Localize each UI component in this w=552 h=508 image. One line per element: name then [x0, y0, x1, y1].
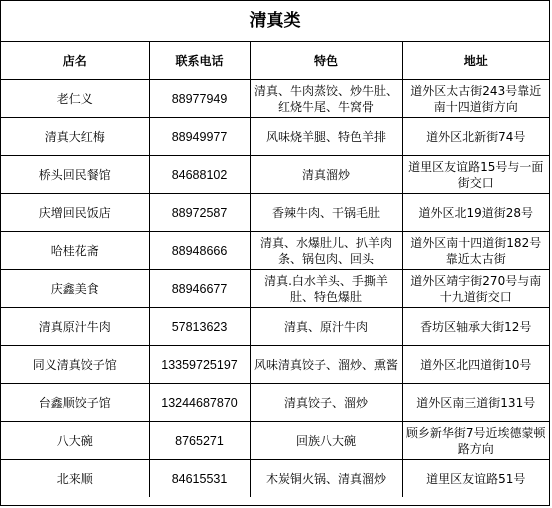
cell-phone: 88977949	[149, 80, 250, 118]
table-row	[1, 460, 549, 498]
cell-phone: 13244687870	[149, 384, 250, 422]
cell-address: 道外区北19道街28号	[402, 194, 549, 232]
table-row	[1, 156, 549, 194]
cell-address: 道外区北四道街10号	[402, 346, 549, 384]
cell-name: 桥头回民餐馆	[1, 156, 149, 194]
cell-address: 香坊区轴承大街12号	[402, 308, 549, 346]
cell-phone: 8765271	[149, 422, 250, 460]
cell-feature: 风味烧羊腿、特色羊排	[250, 118, 402, 156]
cell-name: 老仁义	[1, 80, 149, 118]
cell-address: 道外区南十四道街182号靠近太古街	[402, 232, 549, 270]
header-address: 地址	[402, 42, 549, 80]
cell-feature: 木炭铜火锅、清真溜炒	[250, 460, 402, 498]
cell-name: 台鑫顺饺子馆	[1, 384, 149, 422]
cell-feature: 清真.白水羊头、手撕羊肚、特色爆肚	[250, 270, 402, 308]
table-row	[1, 80, 549, 118]
cell-address: 道外区北新街74号	[402, 118, 549, 156]
table-row	[1, 422, 549, 460]
cell-feature: 回族八大碗	[250, 422, 402, 460]
cell-feature: 香辣牛肉、干锅毛肚	[250, 194, 402, 232]
cell-name: 同义清真饺子馆	[1, 346, 149, 384]
header-phone: 联系电话	[149, 42, 250, 80]
cell-address: 道外区太古街243号靠近南十四道街方向	[402, 80, 549, 118]
table-row	[1, 384, 549, 422]
table-row	[1, 346, 549, 384]
restaurant-table	[1, 42, 549, 497]
cell-feature: 风味清真饺子、溜炒、熏酱	[250, 346, 402, 384]
cell-address: 道外区靖宇街270号与南十九道街交口	[402, 270, 549, 308]
cell-phone: 88948666	[149, 232, 250, 270]
cell-name: 庆鑫美食	[1, 270, 149, 308]
table-row	[1, 232, 549, 270]
cell-phone: 88946677	[149, 270, 250, 308]
cell-name: 北来顺	[1, 460, 149, 498]
header-feature: 特色	[250, 42, 402, 80]
cell-address: 顾乡新华街7号近埃德蒙顿路方向	[402, 422, 549, 460]
cell-address: 道外区南三道街131号	[402, 384, 549, 422]
cell-name: 哈桂花斋	[1, 232, 149, 270]
sheet-title: 清真类	[1, 1, 549, 42]
cell-name: 庆增回民饭店	[1, 194, 149, 232]
cell-feature: 清真、原汁牛肉	[250, 308, 402, 346]
cell-feature: 清真饺子、溜炒	[250, 384, 402, 422]
cell-address: 道里区友谊路51号	[402, 460, 549, 498]
cell-name: 清真原汁牛肉	[1, 308, 149, 346]
header-name: 店名	[1, 42, 149, 80]
cell-phone: 84615531	[149, 460, 250, 498]
table-row	[1, 194, 549, 232]
cell-feature: 清真溜炒	[250, 156, 402, 194]
cell-phone: 88949977	[149, 118, 250, 156]
cell-feature: 清真、牛肉蒸饺、炒牛肚、红烧牛尾、牛窝骨	[250, 80, 402, 118]
table-row	[1, 118, 549, 156]
cell-phone: 88972587	[149, 194, 250, 232]
cell-name: 八大碗	[1, 422, 149, 460]
cell-name: 清真大红梅	[1, 118, 149, 156]
cell-phone: 13359725197	[149, 346, 250, 384]
cell-phone: 57813623	[149, 308, 250, 346]
table-row	[1, 270, 549, 308]
cell-feature: 清真、水爆肚儿、扒羊肉条、锅包肉、回头	[250, 232, 402, 270]
cell-phone: 84688102	[149, 156, 250, 194]
table-row	[1, 308, 549, 346]
header-row	[1, 42, 549, 80]
cell-address: 道里区友谊路15号与一面街交口	[402, 156, 549, 194]
